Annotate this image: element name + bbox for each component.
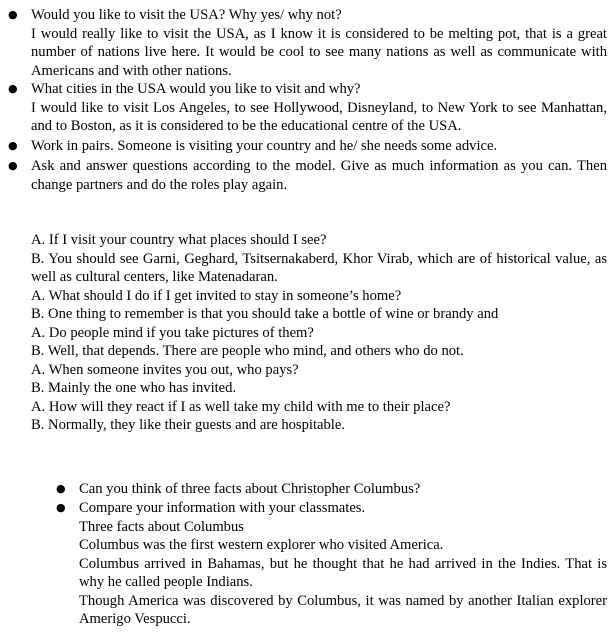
bullet-item-usa-visit: [0, 6, 614, 80]
question: Would you like to visit the USA? Why yes/ why not?: [31, 7, 342, 23]
dialogue-line: A. How will they react if I as well take my child with me to their place?: [31, 398, 451, 415]
bullet-icon: ●: [8, 8, 18, 21]
fact: Columbus was the first western explorer who visited America.: [79, 537, 444, 553]
dialogue-line: B. Well, that depends. There are people who mind, and others who do not.: [31, 343, 464, 359]
dialogue-line: A. If I visit your country what places should I see?: [31, 232, 327, 248]
instruction: Compare your information with your classmates.: [79, 500, 366, 516]
bullet-icon: ●: [56, 482, 66, 495]
answer: I would really like to visit the USA, as I know it is considered to be melting pot, that is a great number of nations live here. It would be cool to see many nations as well as communicate with Americans and with other nations.: [31, 25, 607, 79]
instruction: Work in pairs. Someone is visiting your country and he/ she needs some advice.: [31, 138, 498, 154]
bullet-item-ask-answer: [0, 157, 614, 194]
bullet-item-usa-cities: [0, 80, 614, 136]
dialogue: [31, 231, 607, 435]
bullet-icon: ●: [8, 159, 18, 172]
dialogue-line: B. Mainly the one who has invited.: [31, 380, 237, 396]
bullet-icon: ●: [8, 139, 18, 152]
fact: Columbus arrived in Bahamas, but he thought that he had arrived in the Indies. That is why he called people Indians.: [79, 555, 607, 590]
fact: Though America was discovered by Columbus, it was named by another Italian explorer Amerigo Vespucci.: [79, 592, 607, 627]
bullet-icon: ●: [8, 82, 18, 95]
dialogue-line: B. Normally, they like their guests and are hospitable.: [31, 417, 345, 433]
bullet-item-pair-work: [0, 137, 614, 156]
answer: I would like to visit Los Angeles, to see Hollywood, Disneyland, to New York to see Manhattan, and to Boston, as it is considered to be the educational centre of the USA.: [31, 99, 607, 134]
question: What cities in the USA would you like to visit and why?: [31, 81, 361, 97]
dialogue-line: B. You should see Garni, Geghard, Tsitsernakaberd, Khor Virab, which are of historical value, as well as cultural centers, like Matenadaran.: [31, 250, 607, 285]
bullet-icon: ●: [56, 501, 66, 514]
facts-heading: Three facts about Columbus: [79, 518, 244, 535]
dialogue-line: A. What should I do if I get invited to stay in someone’s home?: [31, 287, 402, 304]
bullet-item-columbus-facts: [0, 480, 614, 499]
dialogue-line: A. Do people mind if you take pictures of them?: [31, 324, 314, 341]
question: Can you think of three facts about Christopher Columbus?: [79, 481, 421, 497]
dialogue-line: B. One thing to remember is that you should take a bottle of wine or brandy and: [31, 306, 499, 322]
bullet-item-compare-info: [0, 499, 614, 629]
dialogue-line: A. When someone invites you out, who pays?: [31, 361, 299, 378]
instruction: Ask and answer questions according to the model. Give as much information as you can. Then change partners and do the roles play again.: [31, 158, 607, 193]
